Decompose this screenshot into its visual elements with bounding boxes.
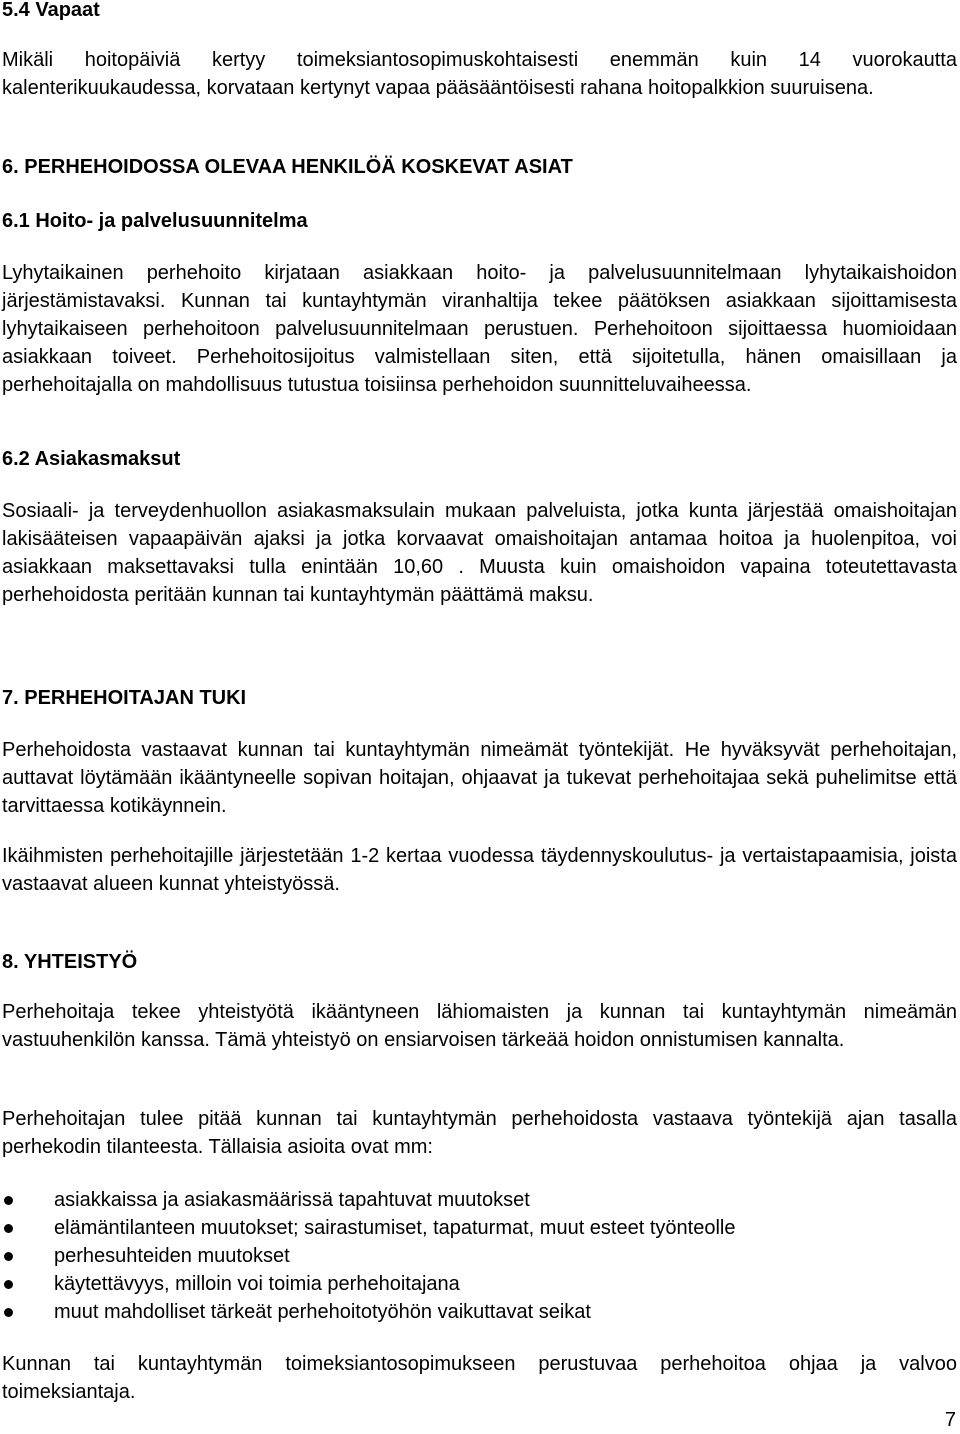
bullet-list xyxy=(0,1186,955,1326)
heading-6: 6. PERHEHOIDOSSA OLEVAA HENKILÖÄ KOSKEVAT ASIAT xyxy=(2,156,573,178)
list-item-text: asiakkaissa ja asiakasmäärissä tapahtuvat muutokset xyxy=(54,1189,530,1211)
paragraph-hoito-palvelusuunnitelma: Lyhytaikainen perhehoito kirjataan asiakkaan hoito- ja palvelusuunnitelmaan lyhytaikaishoidon järjestämistavaksi. Kunnan tai kuntayhtymän viranhaltija tekee päätöksen asiakkaan sijoittamisesta lyhytaikaiseen perhehoitoon palvelusuunnitelmaan perustuen. Perhehoitoon sijoittaessa huomioidaan asiakkaan toiveet. Perhehoitosijoitus valmistellaan siten, että sijoitetulla, hänen omaisillaan ja perhehoitajalla on mahdollisuus tutustua toisiinsa perhehoidon suunnitteluvaiheessa. xyxy=(2,262,957,396)
bullet-icon xyxy=(4,1308,13,1317)
bullet-icon xyxy=(4,1252,13,1261)
list-item-text: perhesuhteiden muutokset xyxy=(54,1245,290,1267)
list-item xyxy=(0,1186,955,1214)
heading-6-2: 6.2 Asiakasmaksut xyxy=(2,448,181,470)
paragraph-vapaat: Mikäli hoitopäiviä kertyy toimeksiantosopimuskohtaisesti enemmän kuin 14 vuorokautta kalenterikuukaudessa, korvataan kertynyt vapaa pääsääntöisesti rahana hoitopalkkion suuruisena. xyxy=(2,49,957,99)
list-item xyxy=(0,1298,955,1326)
heading-5-4: 5.4 Vapaat xyxy=(2,0,100,21)
bullet-icon xyxy=(4,1224,13,1233)
list-item xyxy=(0,1270,955,1298)
paragraph-yhteistyo-3: Kunnan tai kuntayhtymän toimeksiantosopimukseen perustuvaa perhehoitoa ohjaa ja valvoo toimeksiantaja. xyxy=(2,1353,957,1403)
list-item-text: käytettävyys, milloin voi toimia perhehoitajana xyxy=(54,1273,460,1295)
heading-6-1: 6.1 Hoito- ja palvelusuunnitelma xyxy=(2,210,308,232)
list-item xyxy=(0,1214,955,1242)
list-item-text: elämäntilanteen muutokset; sairastumiset, tapaturmat, muut esteet työnteolle xyxy=(54,1217,736,1239)
bullet-icon xyxy=(4,1280,13,1289)
page-number: 7 xyxy=(944,1409,956,1431)
paragraph-perhehoitajan-tuki-2: Ikäihmisten perhehoitajille järjestetään 1-2 kertaa vuodessa täydennyskoulutus- ja vertaistapaamisia, joista vastaavat alueen kunnat yhteistyössä. xyxy=(2,845,957,895)
heading-7: 7. PERHEHOITAJAN TUKI xyxy=(2,687,247,709)
paragraph-yhteistyo-1: Perhehoitaja tekee yhteistyötä ikääntyneen lähiomaisten ja kunnan tai kuntayhtymän nimeämän vastuuhenkilön kanssa. Tämä yhteistyö on ensiarvoisen tärkeää hoidon onnistumisen kannalta. xyxy=(2,1001,957,1051)
paragraph-asiakasmaksut: Sosiaali- ja terveydenhuollon asiakasmaksulain mukaan palveluista, jotka kunta järjestää omaishoitajan lakisääteisen vapaapäivän ajaksi ja jotka korvaavat omaishoitajan antamaa hoitoa ja huolenpitoa, voi asiakkaan maksettavaksi tulla enintään 10,60 . Muusta kuin omaishoidon vapaina toteutettavasta perhehoidosta peritään kunnan tai kuntayhtymän päättämä maksu. xyxy=(2,500,957,606)
list-item-text: muut mahdolliset tärkeät perhehoitotyöhön vaikuttavat seikat xyxy=(54,1301,591,1323)
list-item xyxy=(0,1242,955,1270)
paragraph-perhehoitajan-tuki-1: Perhehoidosta vastaavat kunnan tai kuntayhtymän nimeämät työntekijät. He hyväksyvät perhehoitajan, auttavat löytämään ikääntyneelle sopivan hoitajan, ohjaavat ja tukevat perhehoitajaa sekä puhelimitse että tarvittaessa kotikäynnein. xyxy=(2,739,957,817)
paragraph-yhteistyo-2: Perhehoitajan tulee pitää kunnan tai kuntayhtymän perhehoidosta vastaava työntekijä ajan tasalla perhekodin tilanteesta. Tällaisia asioita ovat mm: xyxy=(2,1108,957,1158)
bullet-icon xyxy=(4,1196,13,1205)
heading-8: 8. YHTEISTYÖ xyxy=(2,951,138,973)
